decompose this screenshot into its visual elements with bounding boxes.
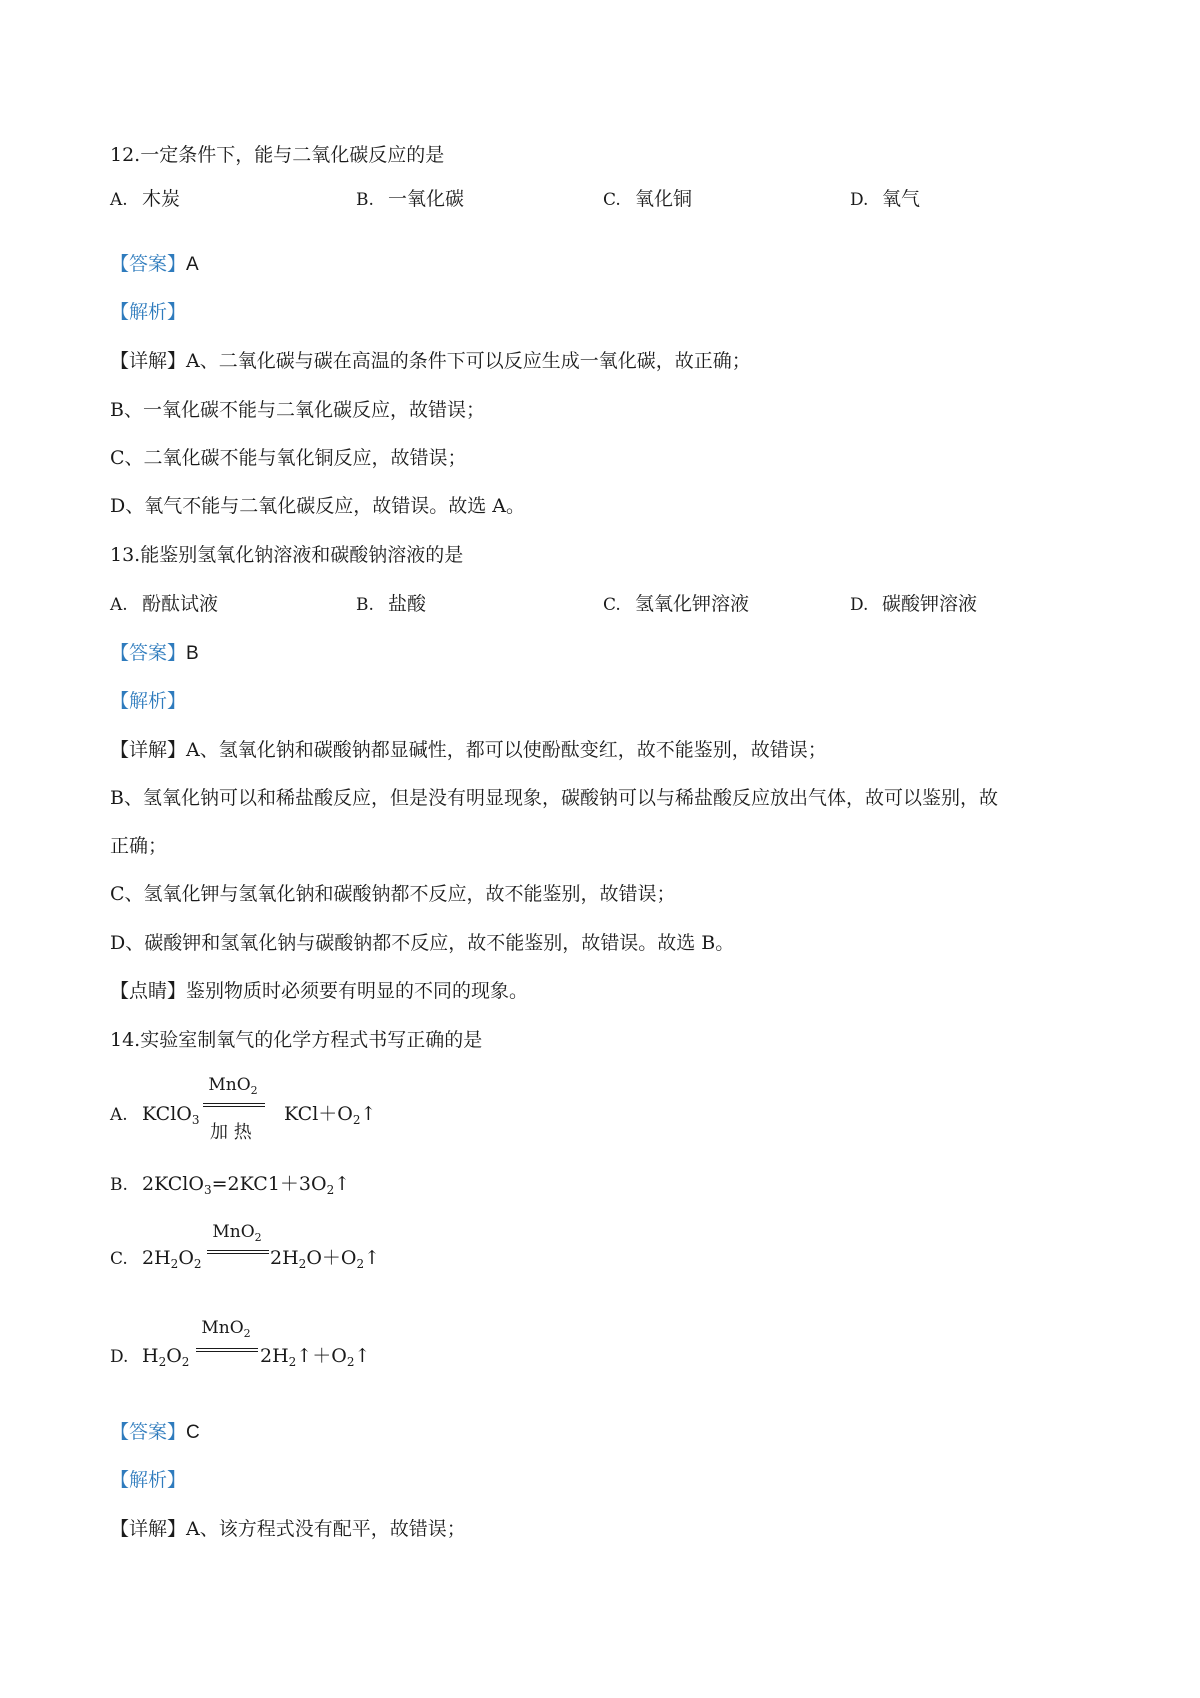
q13-detail-line-5: D、碳酸钾和氢氧化钠与碳酸钠都不反应，故不能鉴别，故错误。故选 B。 [110,932,735,954]
q13-option-c [603,591,749,618]
q14-option-a-lhs: KClO$_3$ [142,1103,200,1127]
q14-option-d-catalyst: MnO$_2$ [201,1318,251,1340]
option-letter: C. [603,595,621,615]
option-text: 氧化铜 [635,188,693,210]
option-letter: D. [850,190,869,210]
q12-detail-line-2: B、一氧化碳不能与二氧化碳反应，故错误； [110,399,485,421]
option-letter: B. [356,190,374,210]
option-text: 木炭 [142,188,181,210]
q14-option-d-equals-sign [196,1348,258,1352]
detail-text: A、该方程式没有配平，故错误； [186,1518,466,1540]
answer-value: C [186,1422,200,1443]
q12-stem: 12.一定条件下，能与二氧化碳反应的是 [110,144,445,166]
option-letter: A. [110,190,128,210]
tip-label: 【点睛】 [110,980,187,1002]
q14-option-c-lhs: $2H_2O_2$ [142,1247,202,1271]
q12-analysis-label: 【解析】 [110,301,187,323]
q13-detail-line-3: 正确； [110,835,168,857]
q13-detail-line-2: B、氢氧化钠可以和稀盐酸反应，但是没有明显现象，碳酸钠可以与稀盐酸反应放出气体，故可以鉴别，故 [110,787,998,809]
q14-option-a-letter: A. [110,1105,128,1125]
q12-option-d [850,186,920,213]
q12-option-b [356,186,464,213]
option-text: 酚酞试液 [142,593,219,615]
q13-answer [110,640,199,667]
q13-detail-line-4: C、氢氧化钾与氢氧化钠和碳酸钠都不反应，故不能鉴别，故错误； [110,883,676,905]
answer-label: 【答案】 [110,253,187,275]
q14-option-d-lhs: $H_2O_2$ [142,1345,190,1369]
option-text: 一氧化碳 [388,188,465,210]
option-letter: D. [850,595,869,615]
q14-option-a-catalyst: MnO$_2$ [208,1075,258,1097]
q13-analysis-label: 【解析】 [110,690,187,712]
answer-value: A [186,254,199,275]
q14-detail-line-1 [110,1516,466,1542]
q12-option-c [603,186,692,213]
q14-option-d-rhs: $2H_2↑+O_2↑$ [260,1345,371,1369]
q12-answer [110,251,199,278]
q14-answer [110,1419,200,1446]
answer-value: B [186,643,199,664]
q14-option-c-equals-sign [207,1250,269,1254]
q12-detail-line-4: D、氧气不能与二氧化碳反应，故错误。故选 A。 [110,495,525,517]
q13-detail-line-1 [110,737,827,763]
q14-option-b-letter: B. [110,1175,128,1195]
q14-option-a-equals-sign [203,1103,265,1107]
q13-tip [110,978,528,1004]
q13-option-b [356,591,426,618]
q14-analysis-label: 【解析】 [110,1469,187,1491]
q12-detail-line-3: C、二氧化碳不能与氧化铜反应，故错误； [110,447,467,469]
q14-option-c-rhs: $2H_2O+O_2↑$ [270,1247,381,1271]
q12-detail-line-1 [110,348,751,374]
q14-option-c-letter: C. [110,1249,128,1269]
q13-option-a [110,591,218,618]
detail-text: A、二氧化碳与碳在高温的条件下可以反应生成一氧化碳，故正确； [186,350,751,372]
q13-stem: 13.能鉴别氢氧化钠溶液和碳酸钠溶液的是 [110,544,464,566]
detail-label: 【详解】 [110,350,187,372]
q14-option-b-equation: $2KClO_3=2KC1+3O_2↑$ [142,1173,351,1197]
q14-option-d-letter: D. [110,1347,129,1367]
q13-option-d [850,591,977,618]
q14-stem: 14.实验室制氧气的化学方程式书写正确的是 [110,1029,483,1051]
q14-option-c-catalyst: MnO$_2$ [212,1222,262,1244]
q14-option-a-heat: 加 热 [210,1122,252,1143]
option-text: 氧气 [882,188,921,210]
option-letter: A. [110,595,128,615]
answer-label: 【答案】 [110,1421,187,1443]
option-text: 碳酸钾溶液 [882,593,978,615]
q12-option-a [110,186,180,213]
answer-label: 【答案】 [110,642,187,664]
detail-label: 【详解】 [110,1518,187,1540]
q14-option-a-rhs: $KCl+O_2↑$ [284,1103,377,1127]
option-letter: C. [603,190,621,210]
option-letter: B. [356,595,374,615]
detail-label: 【详解】 [110,739,187,761]
tip-text: 鉴别物质时必须要有明显的不同的现象。 [186,980,529,1002]
detail-text: A、氢氧化钠和碳酸钠都显碱性，都可以使酚酞变红，故不能鉴别，故错误； [186,739,827,761]
option-text: 氢氧化钾溶液 [635,593,750,615]
option-text: 盐酸 [388,593,427,615]
